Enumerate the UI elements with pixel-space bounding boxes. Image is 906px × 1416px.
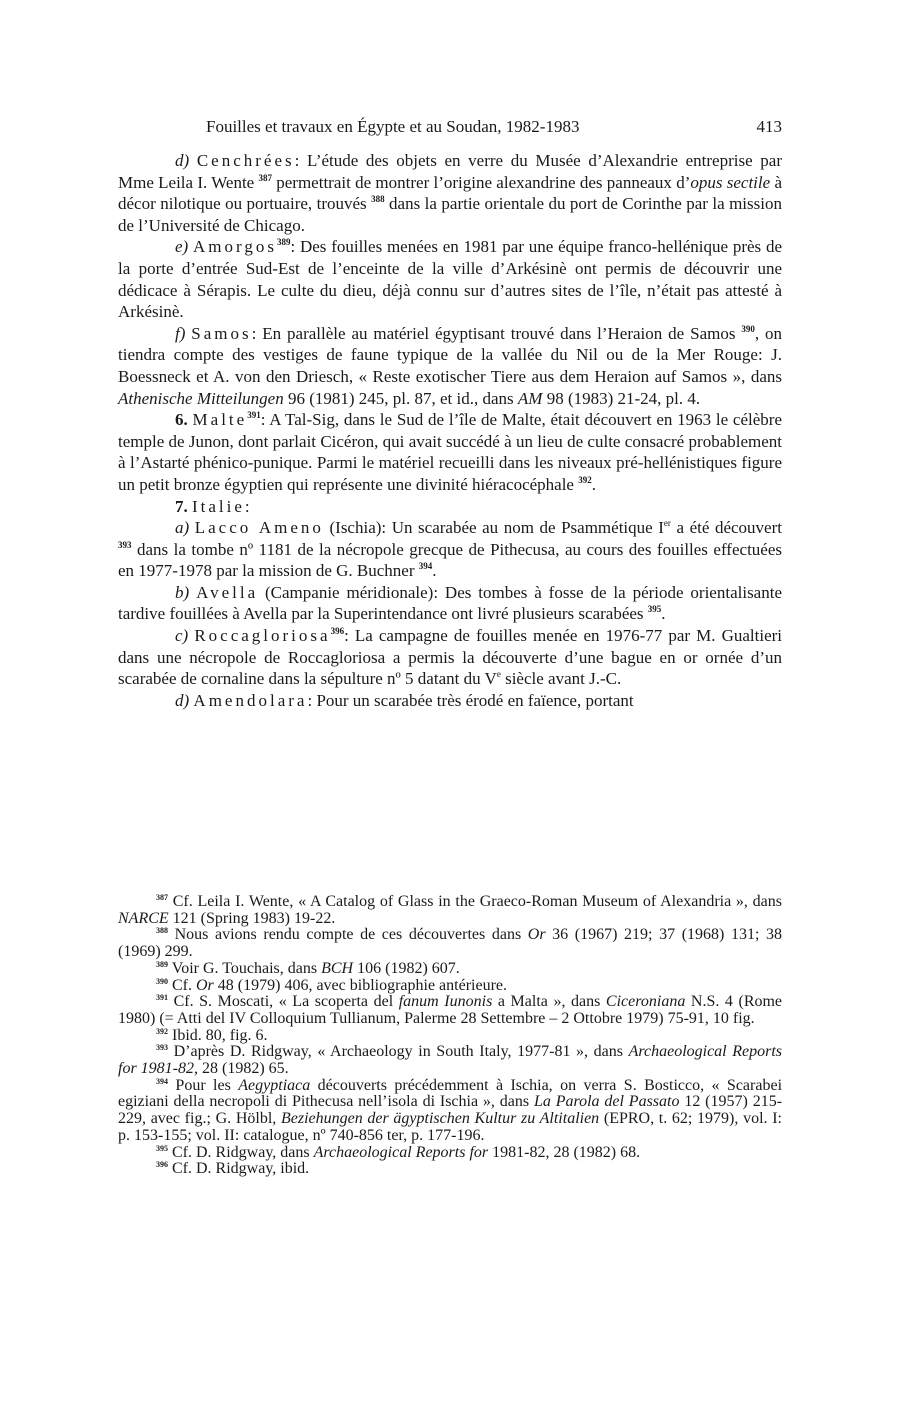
footnote-392: $^{392}$ Ibid. 80, fig. 6. (156, 1026, 268, 1044)
footnote-388: $^{388}$ Nous avions rendu compte de ces découvertes dans Or 36 (1967) 219; 37 (1968) 131; 38 (1969) 299. (118, 926, 783, 961)
section-term: Cenchrées (196, 151, 295, 170)
section-term: Samos (191, 323, 252, 343)
footnote-395: $^{395}$ Cf. D. Ridgway, dans Archaeological Reports for 1981-82, 28 (1982) 68. (156, 1143, 641, 1161)
paragraph-avella: b) Avella (Campanie méridionale): Des tombes à fosse de la période orientalisante tardive fouillées à Avella par la Superintendance ont livré plusieurs scarabées $^{395}$. (118, 582, 782, 624)
footnote-387: $^{387}$ Cf. Leila I. Wente, « A Catalog of Glass in the Graeco-Roman Museum of Alexandria », dans NARCE 121 (Spring 1983) 19-22. (118, 893, 782, 927)
footnote-ref: 393 (118, 539, 132, 550)
section-term: Italie (192, 496, 245, 516)
footnote-ref: 390 (741, 323, 755, 334)
footnote-394: $^{394}$ Pour les Aegyptiaca découverts précédemment à Ischia, on verra S. Bosticco, « Scarabei egiziani della necropoli di Pithecusa nell’isola di Ischia », dans La Parola del Passato 12 (1957) 215-229, avec fig.; G. Hölbl, Beziehungen der ägyptischen Kultur zu Altitalien (EPRO, t. 62; 1979), vol. I: p. 153-155; vol. II: catalogue, nº 740-856 ter, p. 177-196. (118, 1076, 783, 1144)
running-title: Fouilles et travaux en Égypte et au Soudan, 1982-1983 (206, 117, 580, 136)
section-term: Avella (196, 582, 259, 602)
paragraph-lacco-ameno: a) Lacco Ameno (Ischia): Un scarabée au nom de Psammétique Ier a été découvert $^{393}$ dans la tombe nº 1181 de la nécropole grecque de Pithecusa, au cours des fouilles effectuées en 1977-1978 par la mission de G. Buchner $^{394}$. (118, 518, 782, 581)
section-term: Amorgos (193, 237, 277, 257)
footnote-396: $^{396}$ Cf. D. Ridgway, ibid. (156, 1160, 310, 1178)
section-term: Amendolara (193, 690, 308, 710)
footnote-number: 388 (156, 926, 168, 936)
body-text (118, 150, 782, 711)
paragraph-amorgos: e) Amorgos$^{389}$: Des fouilles menées en 1981 par une équipe franco-hellénique près de la porte d’entrée Sud-Est de l’enceinte de la ville d’Arkésinè ont permis de découvrir une dédicace à Sérapis. Le culte du dieu, déjà connu sur d’autres sites de l’île, n’était pas attesté à Arkésinè. (118, 237, 782, 322)
footnotes (118, 894, 782, 1178)
running-header (118, 116, 782, 138)
section-term: Lacco Ameno (194, 518, 324, 538)
footnote-ref: 388 (371, 194, 385, 205)
footnote-ref: 395 (647, 604, 662, 615)
paragraph-roccagloriosa: c) Roccagloriosa$^{396}$: La campagne de fouilles menée en 1976-77 par M. Gualtieri dans une nécropole de Roccagloriosa a permis la découverte d’une bague en or ornée d’un scarabée de cornaline dans la sépulture nº 5 datant du Ve siècle avant J.-C. (118, 626, 783, 689)
paragraph-amendolara: d) Amendolara: Pour un scarabée très érodé en faïence, portant (175, 690, 634, 710)
footnote-391: $^{391}$ Cf. S. Moscati, « La scoperta del fanum Iunonis a Malta », dans Ciceroniana N.S. 4 (Rome 1980) (= Atti del IV Colloquium Tullianum, Palerme 28 Settembre – 2 Ottobre 1979) 75-91, 10 fig. (118, 993, 783, 1027)
footnote-number: 389 (156, 959, 168, 969)
footnote-393: $^{393}$ D’après D. Ridgway, « Archaeology in South Italy, 1977-81 », dans Archaeological Reports for 1981-82, 28 (1982) 65. (118, 1043, 782, 1078)
footnote-number: 393 (156, 1043, 168, 1053)
footnote-number: 391 (156, 993, 168, 1003)
footnote-ref: 392 (578, 474, 592, 485)
footnote-number: 394 (156, 1076, 168, 1086)
page-number: 413 (756, 117, 782, 136)
footnote-number: 395 (156, 1143, 168, 1153)
footnote-ref: 387 (258, 172, 272, 183)
section-term: Malte (192, 410, 248, 430)
paragraph-malte: 6. Malte$^{391}$: A Tal-Sig, dans le Sud de l’île de Malte, était découvert en 1963 le célèbre temple de Junon, dont parlait Cicéron, qui avait succédé à un lieu de culte consacré probablement à l’Astarté phénico-punique. Parmi le matériel recueilli dans les niveaux pré-hellénistiques figure un petit bronze égyptien qui représente une divinité hiéracocéphale $^{392}$. (118, 410, 783, 494)
footnote-number: 390 (156, 976, 168, 986)
footnote-ref: 391 (247, 410, 261, 421)
footnote-ref: 389 (276, 237, 291, 248)
paragraph-cenchrees: d) Cenchrées: L’étude des objets en verre du Musée d’Alexandrie entreprise par Mme Leila I. Wente $^{387}$ permettrait de montrer l’origine alexandrine des panneaux d’opus sectile à décor nilotique ou portuaire, trouvés $^{388}$ dans la partie orientale du port de Corinthe par la mission de l’Université de Chicago. (118, 151, 782, 235)
footnote-ref: 394 (418, 561, 433, 572)
paragraph-samos: f) Samos: En parallèle au matériel égyptisant trouvé dans l’Heraion de Samos $^{390}$, on tiendra compte des vestiges de faune typique de la vallée du Nil ou de la Mer Rouge: J. Boessneck et A. von den Driesch, « Reste exotischer Tiere aus dem Heraion auf Samos », dans Athenische Mitteilungen 96 (1981) 245, pl. 87, et id., dans AM 98 (1983) 21-24, pl. 4. (118, 323, 783, 408)
footnote-number: 392 (156, 1026, 168, 1036)
footnote-number: 396 (156, 1160, 168, 1170)
footnote-ref: 396 (330, 626, 345, 637)
footnote-390: $^{390}$ Cf. Or 48 (1979) 406, avec bibliographie antérieure. (156, 976, 508, 994)
footnote-389: $^{389}$ Voir G. Touchais, dans BCH 106 (1982) 607. (156, 959, 460, 977)
paragraph-italie: 7. Italie: (175, 496, 250, 516)
section-term: Roccagloriosa (194, 626, 331, 646)
footnote-number: 387 (156, 893, 168, 902)
